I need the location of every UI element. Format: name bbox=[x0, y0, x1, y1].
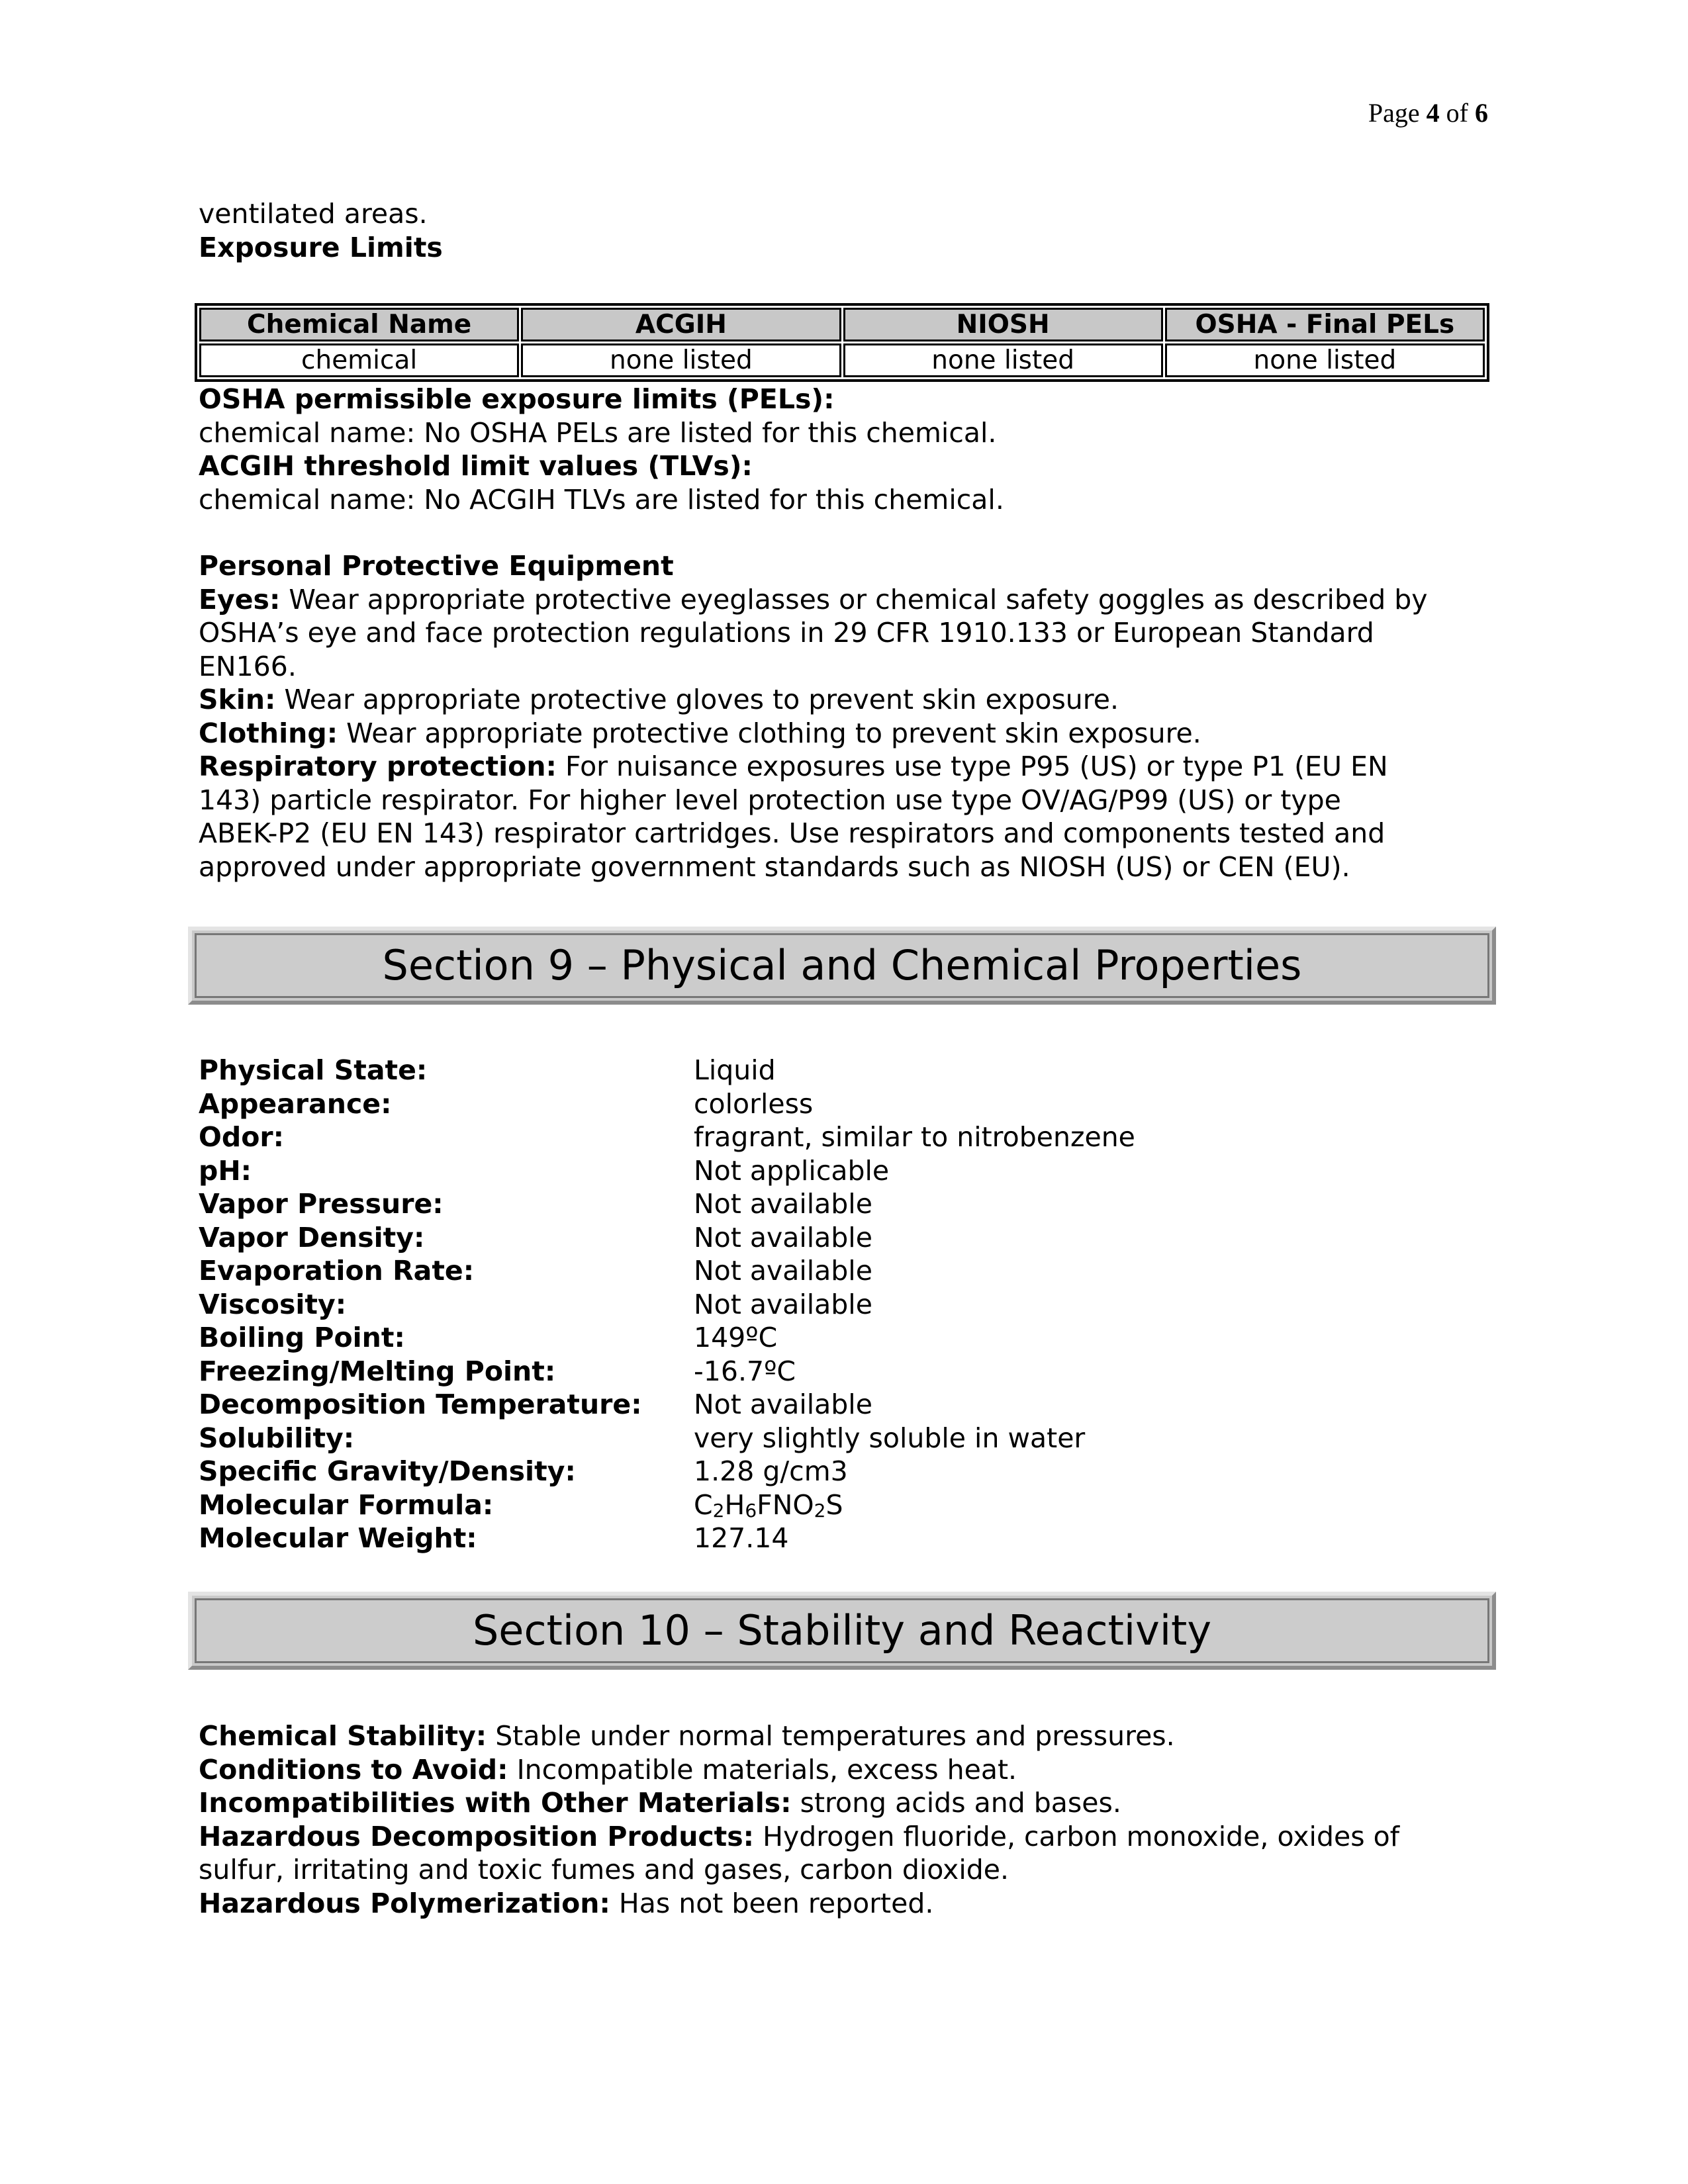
ppe-heading: Personal Protective Equipment bbox=[199, 550, 674, 582]
section-9-title: Section 9 – Physical and Chemical Properties bbox=[195, 933, 1489, 998]
pels-heading: OSHA permissible exposure limits (PELs): bbox=[199, 383, 835, 415]
prop-label: Decomposition Temperature: bbox=[199, 1388, 642, 1420]
limits-block bbox=[199, 383, 1509, 516]
stability-block bbox=[199, 1719, 1509, 1920]
pels-text: chemical name: No OSHA PELs are listed for this chemical. bbox=[199, 416, 997, 449]
prop-label: Physical State: bbox=[199, 1054, 428, 1086]
prop-label: Viscosity: bbox=[199, 1288, 347, 1320]
continued-text: ventilated areas. bbox=[199, 198, 428, 230]
list-item bbox=[199, 1488, 1456, 1522]
prop-value: very slightly soluble in water bbox=[694, 1422, 1086, 1454]
hazardous-polymerization: Hazardous Polymerization: Has not been reported. bbox=[199, 1887, 934, 1919]
ppe-respiratory: Respiratory protection: For nuisance exposures use type P95 (US) or type P1 (EU EN bbox=[199, 751, 1388, 782]
prop-value: Not applicable bbox=[694, 1154, 890, 1187]
prop-label: pH: bbox=[199, 1154, 252, 1187]
cell-acgih: none listed bbox=[521, 343, 841, 377]
prop-label: Solubility: bbox=[199, 1422, 355, 1454]
table-row bbox=[199, 343, 1485, 377]
list-item bbox=[199, 1455, 1456, 1488]
ppe-eyes-line3: EN166. bbox=[199, 650, 297, 682]
tlv-heading: ACGIH threshold limit values (TLVs): bbox=[199, 450, 753, 482]
properties-list bbox=[199, 1054, 1456, 1555]
ppe-resp-line2: 143) particle respirator. For higher level protection use type OV/AG/P99 (US) or type bbox=[199, 784, 1341, 816]
tlv-text: chemical name: No ACGIH TLVs are listed for this chemical. bbox=[199, 483, 1004, 516]
list-item bbox=[199, 1355, 1456, 1388]
list-item bbox=[199, 1422, 1456, 1455]
prop-value: Not available bbox=[694, 1221, 872, 1253]
ppe-eyes-line2: OSHA’s eye and face protection regulations in 29 CFR 1910.133 or European Standard bbox=[199, 617, 1374, 649]
header-osha: OSHA - Final PELs bbox=[1165, 308, 1485, 341]
prop-label: Freezing/Melting Point: bbox=[199, 1355, 556, 1387]
prop-value: 1.28 g/cm3 bbox=[694, 1455, 848, 1487]
list-item bbox=[199, 1254, 1456, 1288]
molecular-formula-value: $C_2H_6FNO_2S$ bbox=[694, 1488, 843, 1522]
prop-label: Vapor Pressure: bbox=[199, 1188, 444, 1220]
prop-label: Evaporation Rate: bbox=[199, 1255, 475, 1287]
section-10-title: Section 10 – Stability and Reactivity bbox=[195, 1598, 1489, 1663]
prop-label: Specific Gravity/Density: bbox=[199, 1455, 576, 1487]
ppe-block bbox=[199, 549, 1509, 884]
decomposition-products: Hazardous Decomposition Products: Hydrogen fluoride, carbon monoxide, oxides of bbox=[199, 1820, 1400, 1852]
page-number: Page 4 of 6 bbox=[1368, 98, 1488, 128]
header-acgih: ACGIH bbox=[521, 308, 841, 341]
prop-value: colorless bbox=[694, 1087, 814, 1120]
prop-value: fragrant, similar to nitrobenzene bbox=[694, 1121, 1135, 1153]
list-item bbox=[199, 1221, 1456, 1255]
chemical-stability: Chemical Stability: Stable under normal temperatures and pressures. bbox=[199, 1720, 1175, 1752]
prop-label: Odor: bbox=[199, 1121, 284, 1153]
list-item bbox=[199, 1054, 1456, 1087]
prop-label: Molecular Formula: bbox=[199, 1488, 494, 1521]
list-item bbox=[199, 1087, 1456, 1121]
decomposition-line2: sulfur, irritating and toxic fumes and gases, carbon dioxide. bbox=[199, 1854, 1009, 1886]
prop-label: Vapor Density: bbox=[199, 1221, 425, 1253]
list-item bbox=[199, 1120, 1456, 1154]
prop-value: Not available bbox=[694, 1388, 872, 1420]
ppe-clothing: Clothing: Wear appropriate protective clothing to prevent skin exposure. bbox=[199, 717, 1201, 749]
list-item bbox=[199, 1321, 1456, 1355]
prop-value: Not available bbox=[694, 1255, 872, 1287]
prop-value: Not available bbox=[694, 1188, 872, 1220]
prop-label: Molecular Weight: bbox=[199, 1522, 477, 1554]
prop-value: 127.14 bbox=[694, 1522, 789, 1554]
section-10-header bbox=[188, 1592, 1496, 1670]
list-item bbox=[199, 1187, 1456, 1221]
table-header-row bbox=[199, 308, 1485, 341]
prop-value: 149ºC bbox=[694, 1322, 778, 1353]
prop-value: Not available bbox=[694, 1288, 872, 1320]
ppe-skin: Skin: Wear appropriate protective gloves to prevent skin exposure. bbox=[199, 684, 1119, 715]
prop-label: Boiling Point: bbox=[199, 1322, 405, 1353]
incompatibilities: Incompatibilities with Other Materials: strong acids and bases. bbox=[199, 1787, 1121, 1819]
prop-value: -16.7ºC bbox=[694, 1355, 796, 1387]
ppe-resp-line4: approved under appropriate government standards such as NIOSH (US) or CEN (EU). bbox=[199, 850, 1350, 883]
cell-niosh: none listed bbox=[843, 343, 1163, 377]
ppe-resp-line3: ABEK-P2 (EU EN 143) respirator cartridges. Use respirators and components tested and bbox=[199, 817, 1385, 849]
exposure-limits-table bbox=[195, 303, 1489, 382]
cell-chemical-name: chemical bbox=[199, 343, 519, 377]
list-item bbox=[199, 1388, 1456, 1422]
section-9-header bbox=[188, 927, 1496, 1005]
header-chemical-name: Chemical Name bbox=[199, 308, 519, 341]
intro-block bbox=[199, 197, 1509, 264]
cell-osha: none listed bbox=[1165, 343, 1485, 377]
ppe-eyes: Eyes: Wear appropriate protective eyeglasses or chemical safety goggles as described by bbox=[199, 583, 1428, 615]
prop-label: Appearance: bbox=[199, 1087, 392, 1120]
list-item bbox=[199, 1522, 1456, 1555]
prop-value: Liquid bbox=[694, 1054, 776, 1086]
conditions-to-avoid: Conditions to Avoid: Incompatible materials, excess heat. bbox=[199, 1753, 1017, 1786]
header-niosh: NIOSH bbox=[843, 308, 1163, 341]
list-item bbox=[199, 1288, 1456, 1322]
exposure-limits-heading: Exposure Limits bbox=[199, 231, 443, 263]
list-item bbox=[199, 1154, 1456, 1188]
